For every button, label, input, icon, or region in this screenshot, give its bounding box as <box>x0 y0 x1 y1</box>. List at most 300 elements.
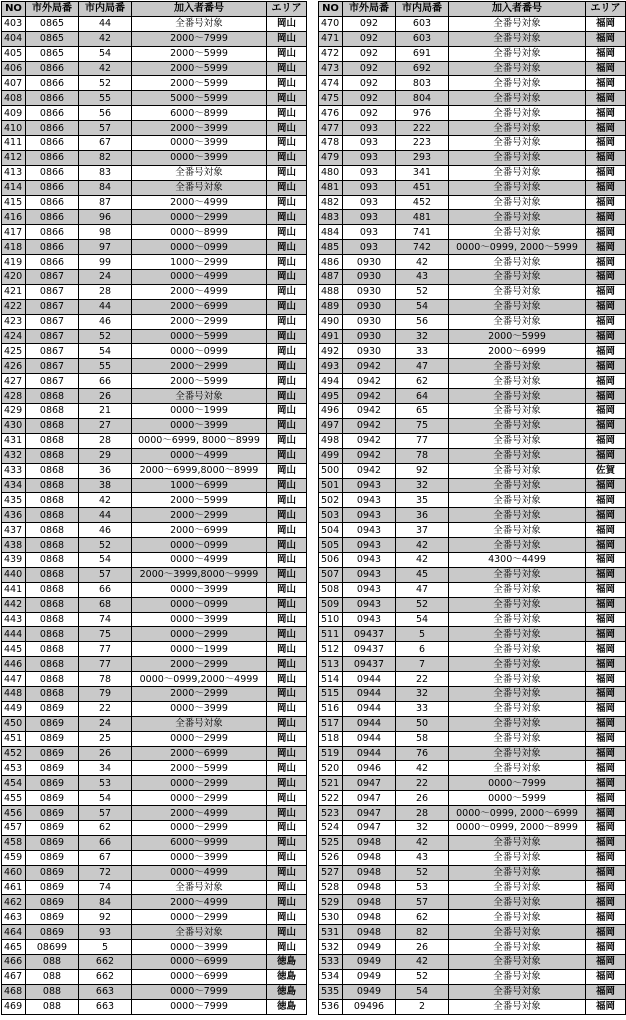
cell-subscriber-number: 0000～0999 <box>132 538 267 553</box>
cell-outer-code: 0869 <box>26 731 79 746</box>
cell-inner-code: 55 <box>79 359 132 374</box>
cell-subscriber-number: 4300～4499 <box>449 552 586 567</box>
table-row <box>2 299 307 314</box>
table-row <box>319 165 626 180</box>
cell-inner-code: 52 <box>396 969 449 984</box>
cell-no: 427 <box>2 374 26 389</box>
cell-area: 岡山 <box>267 314 307 329</box>
cell-outer-code: 0866 <box>26 240 79 255</box>
table-row <box>2 984 307 999</box>
cell-outer-code: 0866 <box>26 195 79 210</box>
cell-outer-code: 0948 <box>343 880 396 895</box>
table-row <box>2 612 307 627</box>
cell-no: 468 <box>2 984 26 999</box>
cell-inner-code: 32 <box>396 329 449 344</box>
table-row <box>319 925 626 940</box>
cell-no: 497 <box>319 418 343 433</box>
cell-area: 岡山 <box>267 31 307 46</box>
cell-no: 485 <box>319 240 343 255</box>
table-row <box>319 16 626 31</box>
cell-outer-code: 0866 <box>26 136 79 151</box>
cell-inner-code: 52 <box>396 284 449 299</box>
cell-outer-code: 0865 <box>26 16 79 31</box>
table-row <box>2 582 307 597</box>
cell-area: 岡山 <box>267 582 307 597</box>
left-number-table <box>1 1 307 1015</box>
cell-subscriber-number: 0000～8999 <box>132 225 267 240</box>
cell-inner-code: 45 <box>396 567 449 582</box>
table-row <box>319 984 626 999</box>
cell-subscriber-number: 全番号対象 <box>449 672 586 687</box>
cell-area: 福岡 <box>586 121 626 136</box>
table-row <box>319 538 626 553</box>
cell-outer-code: 092 <box>343 31 396 46</box>
cell-subscriber-number: 全番号対象 <box>449 508 586 523</box>
table-row <box>319 850 626 865</box>
table-row <box>2 746 307 761</box>
cell-inner-code: 44 <box>79 508 132 523</box>
cell-area: 福岡 <box>586 374 626 389</box>
cell-area: 福岡 <box>586 612 626 627</box>
cell-outer-code: 093 <box>343 121 396 136</box>
cell-subscriber-number: 6000～9999 <box>132 835 267 850</box>
cell-subscriber-number: 2000～6999 <box>449 344 586 359</box>
cell-inner-code: 93 <box>79 925 132 940</box>
cell-area: 福岡 <box>586 240 626 255</box>
cell-outer-code: 0869 <box>26 835 79 850</box>
cell-area: 岡山 <box>267 374 307 389</box>
cell-inner-code: 98 <box>79 225 132 240</box>
cell-subscriber-number: 0000～7999 <box>132 999 267 1014</box>
cell-subscriber-number: 全番号対象 <box>132 389 267 404</box>
cell-area: 岡山 <box>267 835 307 850</box>
cell-no: 526 <box>319 850 343 865</box>
cell-area: 福岡 <box>586 969 626 984</box>
cell-no: 426 <box>2 359 26 374</box>
cell-no: 524 <box>319 820 343 835</box>
cell-no: 529 <box>319 895 343 910</box>
cell-no: 517 <box>319 716 343 731</box>
cell-subscriber-number: 2000～5999 <box>132 761 267 776</box>
cell-outer-code: 0867 <box>26 284 79 299</box>
cell-no: 530 <box>319 910 343 925</box>
cell-subscriber-number: 2000～3999,8000～9999 <box>132 567 267 582</box>
cell-area: 徳島 <box>267 969 307 984</box>
cell-outer-code: 092 <box>343 61 396 76</box>
cell-outer-code: 0944 <box>343 731 396 746</box>
table-row <box>2 314 307 329</box>
cell-subscriber-number: 全番号対象 <box>449 121 586 136</box>
cell-inner-code: 42 <box>396 552 449 567</box>
cell-inner-code: 24 <box>79 716 132 731</box>
cell-no: 531 <box>319 925 343 940</box>
cell-no: 525 <box>319 835 343 850</box>
cell-no: 477 <box>319 121 343 136</box>
table-row <box>319 240 626 255</box>
cell-area: 福岡 <box>586 389 626 404</box>
cell-area: 岡山 <box>267 731 307 746</box>
table-row <box>319 865 626 880</box>
cell-no: 424 <box>2 329 26 344</box>
cell-area: 岡山 <box>267 925 307 940</box>
cell-outer-code: 0867 <box>26 344 79 359</box>
cell-no: 491 <box>319 329 343 344</box>
cell-outer-code: 0868 <box>26 508 79 523</box>
cell-area: 福岡 <box>586 582 626 597</box>
cell-inner-code: 92 <box>396 463 449 478</box>
cell-outer-code: 08699 <box>26 940 79 955</box>
cell-outer-code: 0944 <box>343 686 396 701</box>
cell-inner-code: 56 <box>396 314 449 329</box>
cell-outer-code: 0868 <box>26 686 79 701</box>
cell-area: 福岡 <box>586 880 626 895</box>
cell-inner-code: 35 <box>396 493 449 508</box>
cell-no: 461 <box>2 880 26 895</box>
table-row <box>319 940 626 955</box>
cell-area: 岡山 <box>267 433 307 448</box>
cell-outer-code: 0866 <box>26 180 79 195</box>
cell-inner-code: 54 <box>396 612 449 627</box>
cell-inner-code: 66 <box>79 835 132 850</box>
cell-area: 岡山 <box>267 791 307 806</box>
cell-inner-code: 76 <box>396 746 449 761</box>
cell-no: 411 <box>2 136 26 151</box>
cell-inner-code: 26 <box>396 791 449 806</box>
cell-outer-code: 0943 <box>343 478 396 493</box>
cell-area: 岡山 <box>267 850 307 865</box>
cell-subscriber-number: 0000～3999 <box>132 612 267 627</box>
cell-outer-code: 0948 <box>343 850 396 865</box>
cell-area: 福岡 <box>586 16 626 31</box>
cell-subscriber-number: 全番号対象 <box>449 865 586 880</box>
cell-area: 福岡 <box>586 210 626 225</box>
cell-outer-code: 0868 <box>26 404 79 419</box>
cell-no: 475 <box>319 91 343 106</box>
cell-area: 岡山 <box>267 121 307 136</box>
table-row <box>2 165 307 180</box>
table-row <box>2 240 307 255</box>
cell-inner-code: 79 <box>79 686 132 701</box>
cell-outer-code: 0868 <box>26 627 79 642</box>
cell-no: 444 <box>2 627 26 642</box>
cell-area: 岡山 <box>267 404 307 419</box>
cell-area: 岡山 <box>267 136 307 151</box>
table-row <box>319 106 626 121</box>
cell-subscriber-number: 全番号対象 <box>449 61 586 76</box>
cell-outer-code: 093 <box>343 240 396 255</box>
cell-no: 496 <box>319 404 343 419</box>
cell-no: 510 <box>319 612 343 627</box>
cell-subscriber-number: 全番号対象 <box>449 642 586 657</box>
cell-subscriber-number: 2000～6999 <box>132 299 267 314</box>
table-row <box>319 791 626 806</box>
cell-area: 福岡 <box>586 597 626 612</box>
cell-area: 福岡 <box>586 150 626 165</box>
table-row <box>2 46 307 61</box>
cell-area: 岡山 <box>267 389 307 404</box>
cell-subscriber-number: 0000～2999 <box>132 627 267 642</box>
table-row <box>2 16 307 31</box>
cell-subscriber-number: 全番号対象 <box>449 999 586 1014</box>
cell-no: 457 <box>2 820 26 835</box>
cell-inner-code: 87 <box>79 195 132 210</box>
cell-area: 岡山 <box>267 16 307 31</box>
cell-subscriber-number: 0000～6999 <box>132 955 267 970</box>
cell-outer-code: 0868 <box>26 612 79 627</box>
cell-no: 490 <box>319 314 343 329</box>
table-row <box>2 820 307 835</box>
cell-area: 福岡 <box>586 418 626 433</box>
table-row <box>319 820 626 835</box>
table-row <box>319 255 626 270</box>
cell-no: 478 <box>319 136 343 151</box>
cell-inner-code: 26 <box>79 746 132 761</box>
cell-inner-code: 77 <box>396 433 449 448</box>
cell-no: 409 <box>2 106 26 121</box>
cell-no: 408 <box>2 91 26 106</box>
cell-no: 533 <box>319 955 343 970</box>
cell-no: 410 <box>2 121 26 136</box>
cell-area: 福岡 <box>586 61 626 76</box>
cell-area: 福岡 <box>586 91 626 106</box>
cell-subscriber-number: 2000～5999 <box>132 374 267 389</box>
cell-subscriber-number: 2000～6999,8000～8999 <box>132 463 267 478</box>
cell-inner-code: 65 <box>396 404 449 419</box>
cell-area: 岡山 <box>267 657 307 672</box>
table-row <box>319 582 626 597</box>
cell-subscriber-number: 6000～8999 <box>132 106 267 121</box>
cell-outer-code: 0944 <box>343 701 396 716</box>
cell-outer-code: 093 <box>343 180 396 195</box>
table-row <box>319 731 626 746</box>
header-row <box>319 2 626 17</box>
cell-subscriber-number: 全番号対象 <box>449 270 586 285</box>
cell-no: 479 <box>319 150 343 165</box>
cell-no: 463 <box>2 910 26 925</box>
cell-outer-code: 093 <box>343 165 396 180</box>
cell-subscriber-number: 全番号対象 <box>132 165 267 180</box>
table-row <box>2 880 307 895</box>
table-row <box>2 686 307 701</box>
cell-inner-code: 82 <box>396 925 449 940</box>
cell-outer-code: 0947 <box>343 806 396 821</box>
table-row <box>2 895 307 910</box>
cell-no: 406 <box>2 61 26 76</box>
cell-outer-code: 0944 <box>343 716 396 731</box>
table-row <box>319 642 626 657</box>
cell-area: 福岡 <box>586 761 626 776</box>
cell-inner-code: 22 <box>79 701 132 716</box>
cell-outer-code: 0943 <box>343 552 396 567</box>
cell-outer-code: 0943 <box>343 582 396 597</box>
cell-subscriber-number: 0000～6999, 8000～8999 <box>132 433 267 448</box>
cell-inner-code: 29 <box>79 448 132 463</box>
cell-inner-code: 72 <box>79 865 132 880</box>
cell-subscriber-number: 全番号対象 <box>449 359 586 374</box>
cell-inner-code: 43 <box>396 850 449 865</box>
cell-subscriber-number: 全番号対象 <box>449 969 586 984</box>
cell-inner-code: 976 <box>396 106 449 121</box>
table-row <box>2 910 307 925</box>
cell-inner-code: 54 <box>79 344 132 359</box>
cell-no: 413 <box>2 165 26 180</box>
cell-area: 岡山 <box>267 940 307 955</box>
cell-inner-code: 46 <box>79 314 132 329</box>
cell-subscriber-number: 全番号対象 <box>449 746 586 761</box>
cell-subscriber-number: 0000～0999,2000～4999 <box>132 672 267 687</box>
table-row <box>2 627 307 642</box>
table-row <box>2 404 307 419</box>
cell-area: 福岡 <box>586 76 626 91</box>
cell-area: 福岡 <box>586 314 626 329</box>
table-row <box>319 955 626 970</box>
cell-inner-code: 62 <box>79 820 132 835</box>
cell-outer-code: 0930 <box>343 270 396 285</box>
table-row <box>2 523 307 538</box>
cell-inner-code: 52 <box>396 597 449 612</box>
cell-area: 岡山 <box>267 761 307 776</box>
cell-area: 福岡 <box>586 716 626 731</box>
cell-inner-code: 64 <box>396 389 449 404</box>
table-row <box>319 284 626 299</box>
cell-no: 514 <box>319 672 343 687</box>
cell-outer-code: 0869 <box>26 776 79 791</box>
cell-subscriber-number: 0000～0999 <box>132 597 267 612</box>
table-row <box>319 121 626 136</box>
cell-no: 433 <box>2 463 26 478</box>
cell-area: 岡山 <box>267 76 307 91</box>
cell-no: 501 <box>319 478 343 493</box>
cell-area: 岡山 <box>267 552 307 567</box>
cell-no: 503 <box>319 508 343 523</box>
cell-no: 443 <box>2 612 26 627</box>
cell-subscriber-number: 全番号対象 <box>449 955 586 970</box>
table-row <box>2 567 307 582</box>
table-row <box>319 225 626 240</box>
cell-area: 岡山 <box>267 478 307 493</box>
cell-inner-code: 741 <box>396 225 449 240</box>
cell-outer-code: 0948 <box>343 835 396 850</box>
table-row <box>319 448 626 463</box>
cell-no: 453 <box>2 761 26 776</box>
cell-outer-code: 0868 <box>26 672 79 687</box>
cell-no: 451 <box>2 731 26 746</box>
cell-subscriber-number: 全番号対象 <box>449 210 586 225</box>
cell-area: 岡山 <box>267 463 307 478</box>
cell-subscriber-number: 全番号対象 <box>449 299 586 314</box>
cell-no: 506 <box>319 552 343 567</box>
cell-inner-code: 663 <box>79 999 132 1014</box>
cell-subscriber-number: 2000～2999 <box>132 314 267 329</box>
table-row <box>319 374 626 389</box>
cell-subscriber-number: 全番号対象 <box>449 76 586 91</box>
cell-no: 460 <box>2 865 26 880</box>
cell-inner-code: 84 <box>79 895 132 910</box>
cell-outer-code: 0949 <box>343 955 396 970</box>
cell-no: 446 <box>2 657 26 672</box>
cell-area: 福岡 <box>586 806 626 821</box>
cell-no: 487 <box>319 270 343 285</box>
cell-outer-code: 0949 <box>343 969 396 984</box>
cell-area: 徳島 <box>267 999 307 1014</box>
cell-subscriber-number: 全番号対象 <box>449 374 586 389</box>
cell-area: 岡山 <box>267 195 307 210</box>
cell-no: 483 <box>319 210 343 225</box>
cell-area: 岡山 <box>267 895 307 910</box>
cell-area: 岡山 <box>267 106 307 121</box>
cell-inner-code: 99 <box>79 255 132 270</box>
cell-outer-code: 0868 <box>26 567 79 582</box>
cell-outer-code: 0866 <box>26 255 79 270</box>
cell-inner-code: 36 <box>396 508 449 523</box>
cell-subscriber-number: 2000～5999 <box>449 329 586 344</box>
cell-no: 511 <box>319 627 343 642</box>
cell-inner-code: 481 <box>396 210 449 225</box>
cell-outer-code: 0942 <box>343 389 396 404</box>
cell-inner-code: 66 <box>79 582 132 597</box>
cell-area: 福岡 <box>586 508 626 523</box>
cell-inner-code: 34 <box>79 761 132 776</box>
cell-outer-code: 093 <box>343 150 396 165</box>
cell-inner-code: 75 <box>79 627 132 642</box>
cell-subscriber-number: 全番号対象 <box>449 701 586 716</box>
cell-outer-code: 092 <box>343 106 396 121</box>
cell-area: 岡山 <box>267 299 307 314</box>
left-table-body <box>2 16 307 1014</box>
cell-no: 404 <box>2 31 26 46</box>
cell-no: 432 <box>2 448 26 463</box>
cell-inner-code: 42 <box>79 61 132 76</box>
table-row <box>2 806 307 821</box>
cell-outer-code: 0868 <box>26 463 79 478</box>
cell-area: 岡山 <box>267 359 307 374</box>
table-row <box>319 672 626 687</box>
cell-area: 福岡 <box>586 701 626 716</box>
cell-subscriber-number: 0000～1999 <box>132 642 267 657</box>
cell-no: 482 <box>319 195 343 210</box>
cell-outer-code: 0869 <box>26 850 79 865</box>
cell-no: 459 <box>2 850 26 865</box>
cell-outer-code: 0868 <box>26 448 79 463</box>
cell-outer-code: 0869 <box>26 865 79 880</box>
cell-outer-code: 0866 <box>26 61 79 76</box>
cell-inner-code: 78 <box>79 672 132 687</box>
cell-area: 岡山 <box>267 538 307 553</box>
table-row <box>2 642 307 657</box>
cell-subscriber-number: 0000～6999 <box>132 969 267 984</box>
cell-no: 462 <box>2 895 26 910</box>
cell-outer-code: 0865 <box>26 31 79 46</box>
cell-inner-code: 38 <box>79 478 132 493</box>
cell-area: 福岡 <box>586 672 626 687</box>
cell-subscriber-number: 0000～2999 <box>132 820 267 835</box>
cell-subscriber-number: 2000～2999 <box>132 657 267 672</box>
table-row <box>319 299 626 314</box>
table-row <box>319 270 626 285</box>
cell-inner-code: 82 <box>79 150 132 165</box>
table-row <box>2 731 307 746</box>
cell-inner-code: 33 <box>396 344 449 359</box>
cell-area: 福岡 <box>586 567 626 582</box>
table-row <box>319 389 626 404</box>
cell-area: 岡山 <box>267 418 307 433</box>
cell-area: 岡山 <box>267 91 307 106</box>
cell-subscriber-number: 全番号対象 <box>449 657 586 672</box>
cell-outer-code: 0869 <box>26 925 79 940</box>
cell-area: 福岡 <box>586 478 626 493</box>
cell-area: 福岡 <box>586 776 626 791</box>
cell-inner-code: 804 <box>396 91 449 106</box>
